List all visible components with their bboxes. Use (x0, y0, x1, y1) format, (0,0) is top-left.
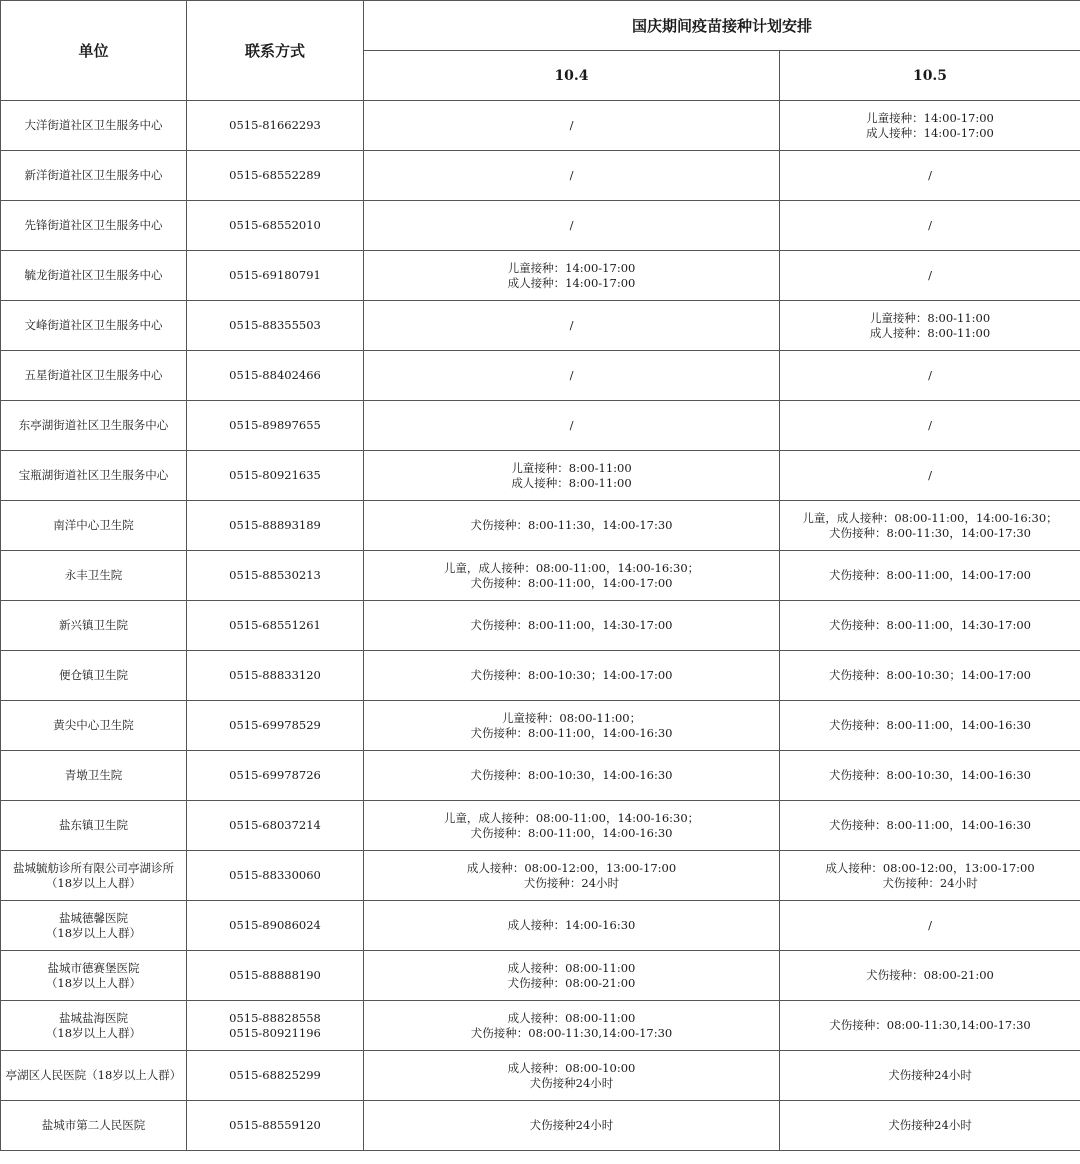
cell-line: 犬伤接种：8:00-11:00，14:30-17:00 (470, 618, 673, 632)
cell-line: 成人接种：08:00-11:00 (507, 1010, 636, 1025)
cell-line: 犬伤接种：24小时 (882, 875, 978, 890)
cell-line: 犬伤接种：8:00-11:00，14:00-17:00 (828, 568, 1032, 582)
header-row (1, 1, 1080, 51)
cell-line: 成人接种：08:00-10:00 (507, 1060, 636, 1075)
table-row (1, 151, 1080, 201)
table-row (1, 351, 1080, 401)
unit-cell (1, 801, 187, 851)
table-row (1, 601, 1080, 651)
table-row (1, 1001, 1080, 1051)
table-row (1, 401, 1080, 451)
schedule-oct5-cell (780, 101, 1080, 151)
cell-line: 0515-68552010 (229, 218, 321, 232)
cell-line: 新兴镇卫生院 (59, 618, 128, 632)
unit-cell (1, 251, 187, 301)
contact-cell (187, 201, 364, 251)
contact-cell (187, 1101, 364, 1151)
unit-cell (1, 701, 187, 751)
cell-line: 成人接种：8:00-11:00 (511, 475, 632, 490)
cell-line: / (569, 368, 574, 382)
schedule-oct4-cell (364, 401, 780, 451)
schedule-oct4-cell (364, 851, 780, 901)
contact-cell (187, 101, 364, 151)
cell-line: 儿童，成人接种：08:00-11:00，14:00-16:30； (443, 810, 700, 825)
cell-line: 0515-89086024 (229, 918, 321, 932)
cell-line: / (569, 118, 574, 132)
cell-line: / (928, 468, 932, 482)
table-row (1, 201, 1080, 251)
schedule-oct5-cell (780, 701, 1080, 751)
contact-cell (187, 851, 364, 901)
cell-line: 0515-88355503 (229, 318, 321, 332)
schedule-oct5-cell (780, 901, 1080, 951)
unit-cell (1, 901, 187, 951)
cell-line: 0515-88559120 (229, 1118, 321, 1132)
cell-line: 儿童接种：8:00-11:00 (869, 310, 991, 325)
cell-line: 成人接种：08:00-12:00，13:00-17:00 (466, 860, 677, 875)
table-row (1, 1051, 1080, 1101)
schedule-oct4-cell (364, 801, 780, 851)
contact-cell (187, 451, 364, 501)
schedule-oct5-cell (780, 951, 1080, 1001)
schedule-oct5-cell (780, 1051, 1080, 1101)
cell-line: 儿童接种：14:00-17:00 (866, 110, 994, 125)
cell-line: 犬伤接种：8:00-10:30，14:00-16:30 (828, 768, 1032, 782)
schedule-oct4-cell (364, 701, 780, 751)
unit-cell (1, 951, 187, 1001)
cell-line: 犬伤接种：08:00-21:00 (507, 975, 636, 990)
table-row (1, 101, 1080, 151)
schedule-oct5-cell (780, 601, 1080, 651)
cell-line: 儿童接种：8:00-11:00 (511, 460, 632, 475)
cell-line: 儿童接种：08:00-11:00； (501, 710, 642, 725)
cell-line: 盐城市德赛堡医院 (47, 960, 140, 975)
contact-cell (187, 951, 364, 1001)
schedule-oct5-cell (780, 451, 1080, 501)
table-row (1, 801, 1080, 851)
unit-cell (1, 301, 187, 351)
unit-cell (1, 601, 187, 651)
table-row (1, 651, 1080, 701)
cell-line: / (569, 318, 574, 332)
cell-line: 犬伤接种24小时 (529, 1075, 614, 1090)
schedule-oct4-cell (364, 751, 780, 801)
cell-line: 0515-89897655 (229, 418, 321, 432)
cell-line: 东亭湖街道社区卫生服务中心 (18, 418, 169, 432)
cell-line: 0515-88888190 (229, 968, 321, 982)
cell-line: / (928, 168, 932, 182)
contact-cell (187, 801, 364, 851)
unit-cell (1, 551, 187, 601)
schedule-oct5-cell (780, 201, 1080, 251)
cell-line: 0515-68037214 (229, 818, 321, 832)
schedule-oct4-cell (364, 901, 780, 951)
cell-line: （18岁以上人群） (45, 1025, 142, 1040)
cell-line: 0515-69180791 (229, 268, 321, 282)
cell-line: 便仓镇卫生院 (59, 668, 128, 682)
cell-line: 0515-88833120 (229, 668, 321, 682)
cell-line: （18岁以上人群） (45, 875, 142, 890)
cell-line: 0515-68552289 (229, 168, 321, 182)
table-row (1, 751, 1080, 801)
contact-cell (187, 351, 364, 401)
schedule-oct4-cell (364, 301, 780, 351)
cell-line: 犬伤接种24小时 (888, 1118, 972, 1132)
schedule-oct5-cell (780, 251, 1080, 301)
contact-cell (187, 501, 364, 551)
schedule-oct5-cell (780, 301, 1080, 351)
cell-line: / (569, 218, 574, 232)
cell-line: 0515-81662293 (229, 118, 321, 132)
schedule-oct4-cell (364, 351, 780, 401)
schedule-oct5-cell (780, 401, 1080, 451)
cell-line: / (928, 918, 932, 932)
table-row (1, 951, 1080, 1001)
unit-cell (1, 101, 187, 151)
cell-line: / (569, 418, 574, 432)
cell-line: 永丰卫生院 (64, 568, 123, 582)
cell-line: 盐城德馨医院 (59, 910, 128, 925)
cell-line: 儿童接种：14:00-17:00 (507, 260, 636, 275)
schedule-oct4-cell (364, 501, 780, 551)
contact-cell (187, 901, 364, 951)
cell-line: / (928, 368, 932, 382)
cell-line: 毓龙街道社区卫生服务中心 (24, 268, 163, 282)
cell-line: 犬伤接种：8:00-10:30；14:00-17:00 (470, 668, 673, 682)
schedule-oct5-cell (780, 801, 1080, 851)
cell-line: 盐城毓舫诊所有限公司亭湖诊所 (13, 860, 174, 875)
cell-line: 犬伤接种：8:00-11:30，14:00-17:30 (828, 525, 1032, 540)
cell-line: 犬伤接种：8:00-11:00，14:00-16:30 (470, 725, 673, 740)
table-row (1, 901, 1080, 951)
cell-line: 大洋街道社区卫生服务中心 (24, 118, 163, 132)
unit-cell (1, 451, 187, 501)
schedule-oct5-cell (780, 751, 1080, 801)
cell-line: 青墩卫生院 (64, 768, 123, 782)
schedule-oct4-cell (364, 551, 780, 601)
schedule-oct5-cell (780, 351, 1080, 401)
contact-cell (187, 601, 364, 651)
cell-line: 犬伤接种：8:00-11:00，14:00-17:00 (470, 575, 673, 590)
contact-cell (187, 251, 364, 301)
unit-cell (1, 1051, 187, 1101)
cell-line: 盐东镇卫生院 (59, 818, 128, 832)
schedule-oct4-cell (364, 201, 780, 251)
cell-line: 犬伤接种：24小时 (523, 875, 620, 890)
unit-cell (1, 1101, 187, 1151)
cell-line: 犬伤接种：08:00-11:30,14:00-17:30 (470, 1025, 673, 1040)
unit-cell (1, 1001, 187, 1051)
schedule-oct5-cell (780, 851, 1080, 901)
unit-cell (1, 201, 187, 251)
plan-title-header: 国庆期间疫苗接种计划安排 (364, 1, 1080, 51)
cell-line: 儿童，成人接种：08:00-11:00，14:00-16:30； (443, 560, 700, 575)
schedule-oct5-cell (780, 651, 1080, 701)
unit-cell (1, 851, 187, 901)
table-row (1, 451, 1080, 501)
cell-line: 犬伤接种：08:00-11:30,14:00-17:30 (829, 1018, 1031, 1032)
cell-line: 成人接种：14:00-16:30 (507, 918, 636, 932)
unit-cell (1, 651, 187, 701)
contact-header: 联系方式 (187, 1, 364, 101)
cell-line: 成人接种：08:00-12:00，13:00-17:00 (825, 860, 1035, 875)
cell-line: 盐城市第二人民医院 (41, 1118, 146, 1132)
cell-line: 犬伤接种：8:00-10:30，14:00-16:30 (470, 768, 673, 782)
schedule-oct4-cell (364, 951, 780, 1001)
cell-line: / (569, 168, 574, 182)
cell-line: / (928, 418, 932, 432)
cell-line: 成人接种：8:00-11:00 (869, 325, 991, 340)
cell-line: 文峰街道社区卫生服务中心 (24, 318, 163, 332)
unit-cell (1, 151, 187, 201)
cell-line: 亭湖区人民医院（18岁以上人群） (5, 1068, 182, 1082)
table-row (1, 701, 1080, 751)
cell-line: 0515-88330060 (229, 868, 321, 882)
cell-line: 新洋街道社区卫生服务中心 (24, 168, 163, 182)
cell-line: 0515-69978529 (229, 718, 321, 732)
cell-line: 先锋街道社区卫生服务中心 (24, 218, 163, 232)
cell-line: 0515-69978726 (229, 768, 321, 782)
cell-line: 成人接种：14:00-17:00 (866, 125, 994, 140)
cell-line: 犬伤接种：8:00-11:00，14:00-16:30 (828, 818, 1032, 832)
schedule-oct4-cell (364, 101, 780, 151)
cell-line: 0515-68551261 (229, 618, 321, 632)
schedule-oct5-cell (780, 151, 1080, 201)
cell-line: 黄尖中心卫生院 (53, 718, 134, 732)
cell-line: 犬伤接种：08:00-21:00 (866, 968, 994, 982)
cell-line: 犬伤接种：8:00-11:00，14:00-16:30 (828, 718, 1032, 732)
cell-line: 犬伤接种：8:00-11:30，14:00-17:30 (470, 518, 673, 532)
schedule-oct4-cell (364, 1001, 780, 1051)
contact-cell (187, 701, 364, 751)
cell-line: 0515-88402466 (229, 368, 321, 382)
contact-cell (187, 1001, 364, 1051)
cell-line: / (928, 218, 932, 232)
cell-line: （18岁以上人群） (45, 925, 142, 940)
schedule-oct4-cell (364, 601, 780, 651)
contact-cell (187, 551, 364, 601)
cell-line: 儿童，成人接种：08:00-11:00，14:00-16:30； (802, 510, 1058, 525)
table-row (1, 1101, 1080, 1151)
cell-line: 犬伤接种：8:00-10:30；14:00-17:00 (828, 668, 1032, 682)
unit-cell (1, 501, 187, 551)
table-row (1, 851, 1080, 901)
date-header-oct5: 10.5 (780, 51, 1080, 101)
cell-line: 犬伤接种：8:00-11:00，14:30-17:00 (828, 618, 1032, 632)
unit-header: 单位 (1, 1, 187, 101)
unit-cell (1, 401, 187, 451)
unit-cell (1, 351, 187, 401)
cell-line: 0515-88530213 (229, 568, 321, 582)
contact-cell (187, 151, 364, 201)
contact-cell (187, 751, 364, 801)
cell-line: （18岁以上人群） (45, 975, 142, 990)
cell-line: 犬伤接种24小时 (529, 1118, 614, 1132)
schedule-oct4-cell (364, 1101, 780, 1151)
cell-line: 0515-80921635 (229, 468, 321, 482)
cell-line: 0515-80921196 (229, 1025, 321, 1040)
contact-cell (187, 301, 364, 351)
cell-line: 盐城盐海医院 (59, 1010, 128, 1025)
schedule-oct5-cell (780, 501, 1080, 551)
schedule-oct5-cell (780, 1101, 1080, 1151)
contact-cell (187, 651, 364, 701)
cell-line: 0515-88828558 (229, 1010, 321, 1025)
schedule-oct5-cell (780, 1001, 1080, 1051)
schedule-body (1, 101, 1080, 1151)
cell-line: 五星街道社区卫生服务中心 (24, 368, 163, 382)
schedule-oct4-cell (364, 451, 780, 501)
cell-line: / (928, 268, 932, 282)
schedule-oct4-cell (364, 151, 780, 201)
cell-line: 犬伤接种24小时 (888, 1068, 972, 1082)
contact-cell (187, 401, 364, 451)
schedule-oct5-cell (780, 551, 1080, 601)
table-row (1, 551, 1080, 601)
table-row (1, 251, 1080, 301)
cell-line: 南洋中心卫生院 (53, 518, 134, 532)
cell-line: 成人接种：14:00-17:00 (507, 275, 636, 290)
cell-line: 宝瓶湖街道社区卫生服务中心 (18, 468, 169, 482)
schedule-oct4-cell (364, 651, 780, 701)
table-row (1, 301, 1080, 351)
table-row (1, 501, 1080, 551)
unit-cell (1, 751, 187, 801)
cell-line: 0515-88893189 (229, 518, 321, 532)
cell-line: 成人接种：08:00-11:00 (507, 960, 636, 975)
cell-line: 犬伤接种：8:00-11:00，14:00-16:30 (470, 825, 673, 840)
cell-line: 0515-68825299 (229, 1068, 321, 1082)
date-header-oct4: 10.4 (364, 51, 780, 101)
schedule-oct4-cell (364, 251, 780, 301)
contact-cell (187, 1051, 364, 1101)
schedule-oct4-cell (364, 1051, 780, 1101)
